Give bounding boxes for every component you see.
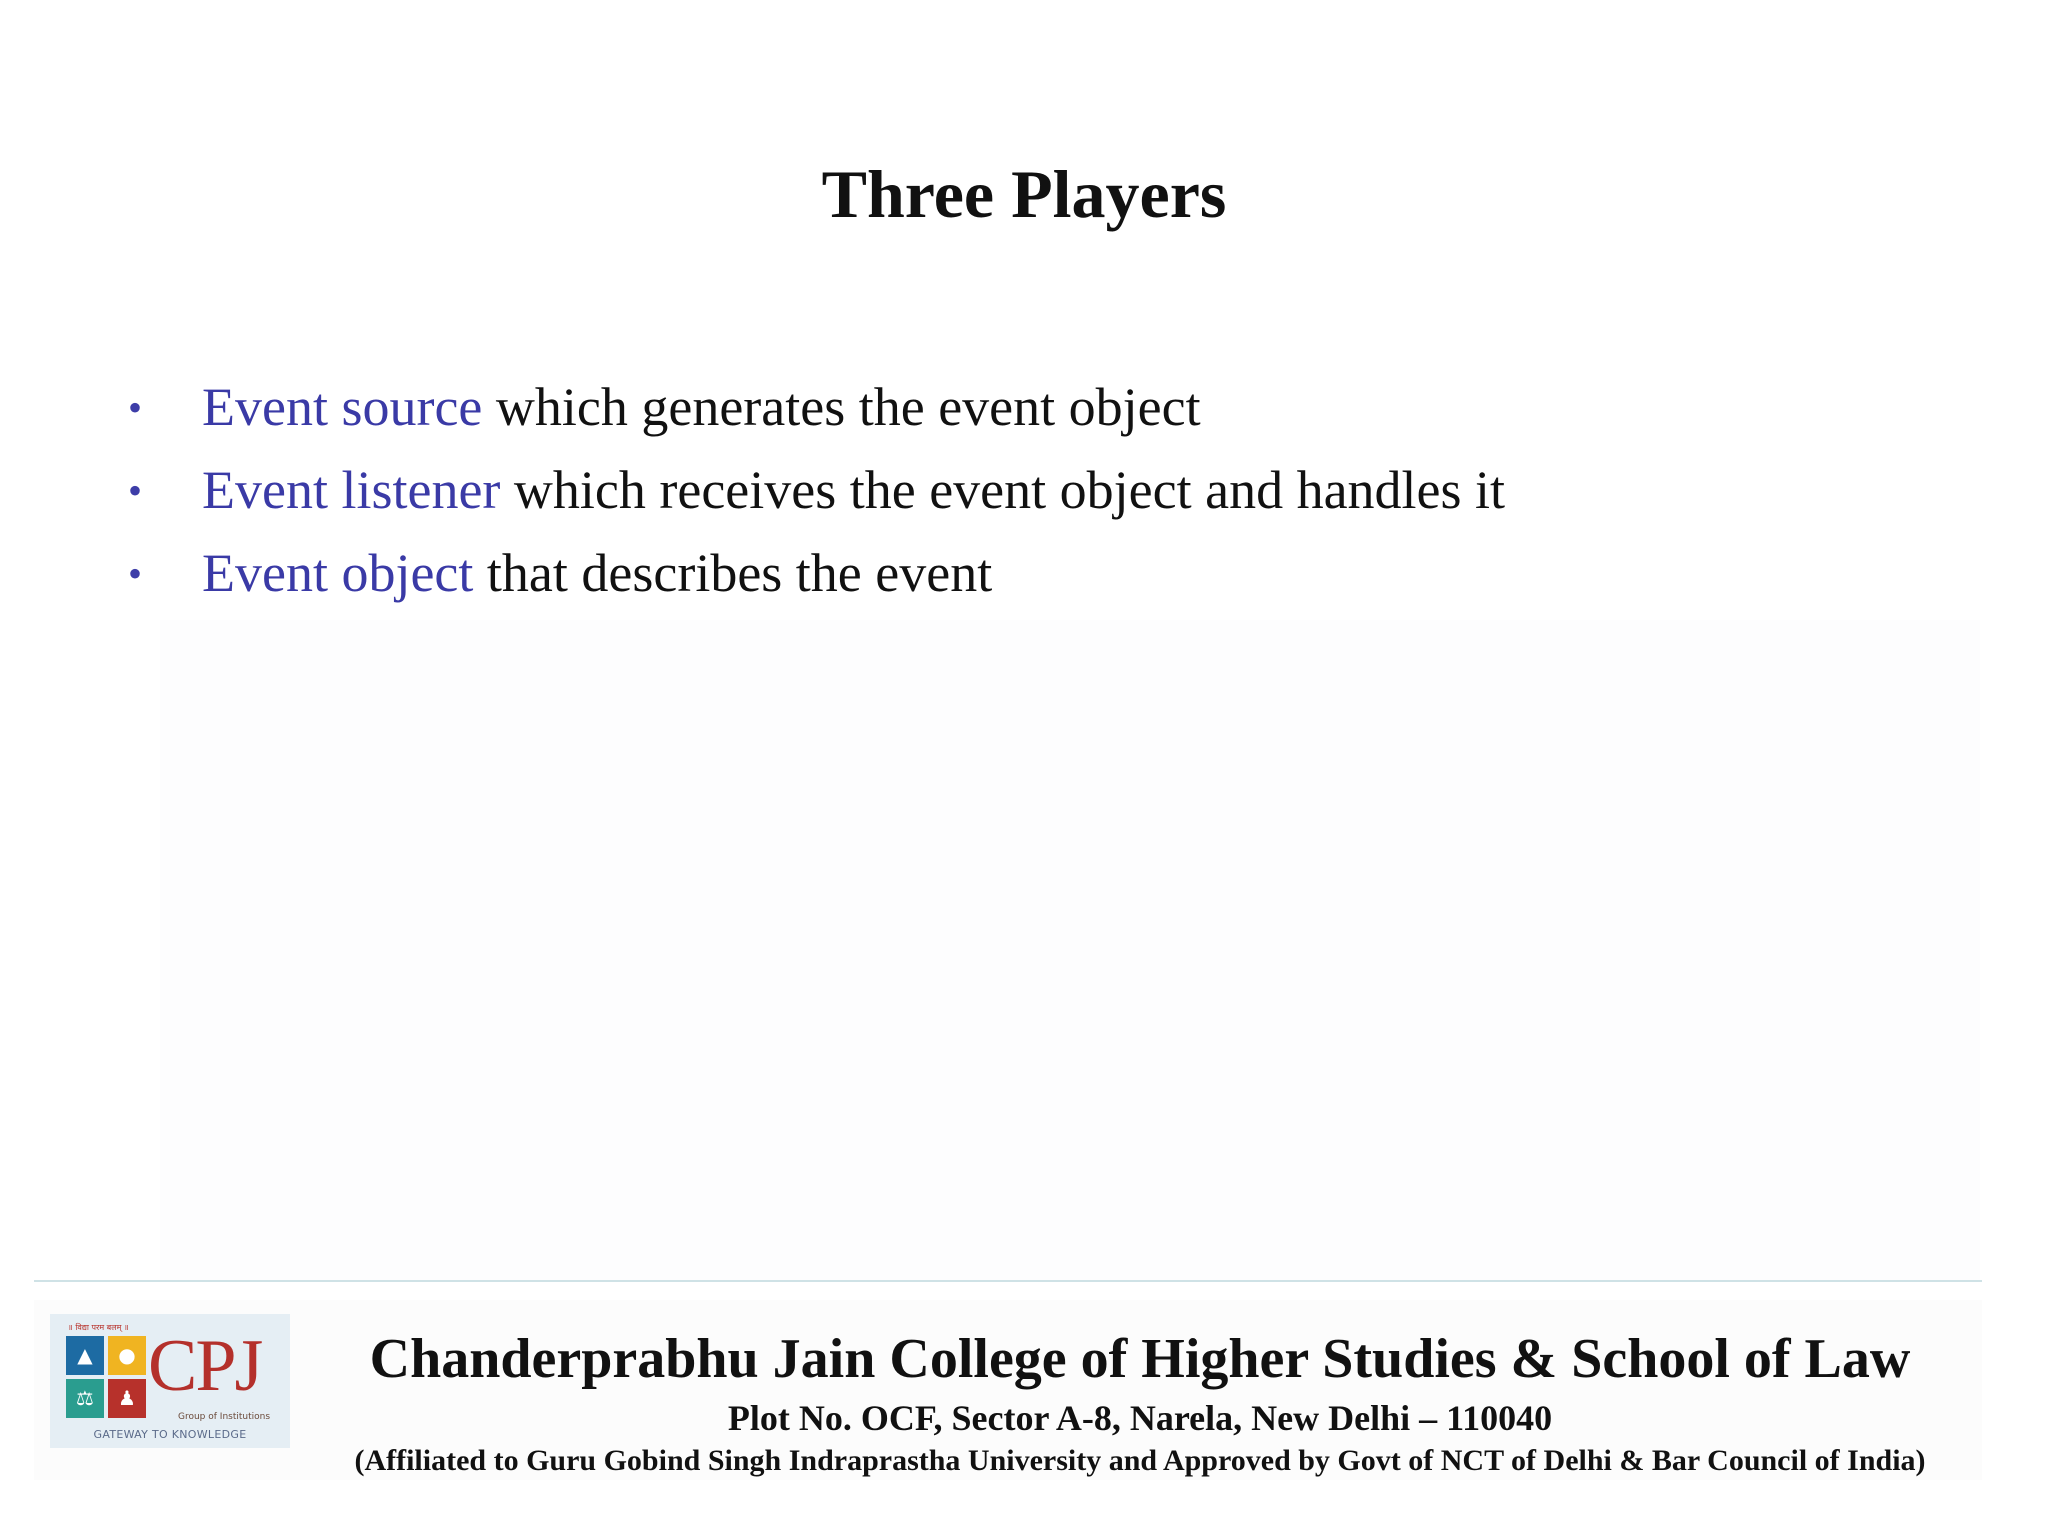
scales-icon: ⚖ [66,1379,104,1418]
bullet-text [202,366,1201,449]
logo-tagline: GATEWAY TO KNOWLEDGE [93,1428,247,1441]
bullet-description: which generates the event object [482,377,1201,437]
bullet-term: Event object [202,543,474,603]
bullet-description: that describes the event [473,543,993,603]
college-logo [50,1314,290,1448]
content-background [160,620,1980,1280]
bullet-text [202,449,1505,532]
bullet-icon: • [127,468,142,513]
bullet-text [202,532,992,615]
bullet-icon: • [127,385,142,430]
college-name: Chanderprabhu Jain College of Higher Studies & School of Law [369,1328,1911,1390]
logo-group-text: Group of Institutions [178,1412,271,1422]
logo-motto: ॥ विद्या परम बलम् ॥ [68,1323,129,1332]
globe-icon: ● [108,1336,146,1375]
slide-title: Three Players [821,156,1227,232]
bullet-term: Event listener [202,460,501,520]
person-icon: ♟ [108,1379,146,1418]
college-address: Plot No. OCF, Sector A-8, Narela, New Delhi – 110040 [727,1398,1553,1438]
bullet-term: Event source [202,377,483,437]
college-affiliation: (Affiliated to Guru Gobind Singh Indraprastha University and Approved by Govt of NCT of Delhi & Bar Council of India) [354,1444,1926,1477]
graduation-cap-icon: ▲ [66,1336,104,1375]
footer-divider [34,1280,1982,1282]
bullet-description: which receives the event object and handles it [500,460,1506,520]
logo-letters: CPJ [148,1325,262,1407]
logo-tiles [66,1336,146,1418]
bullet-icon: • [127,551,142,596]
